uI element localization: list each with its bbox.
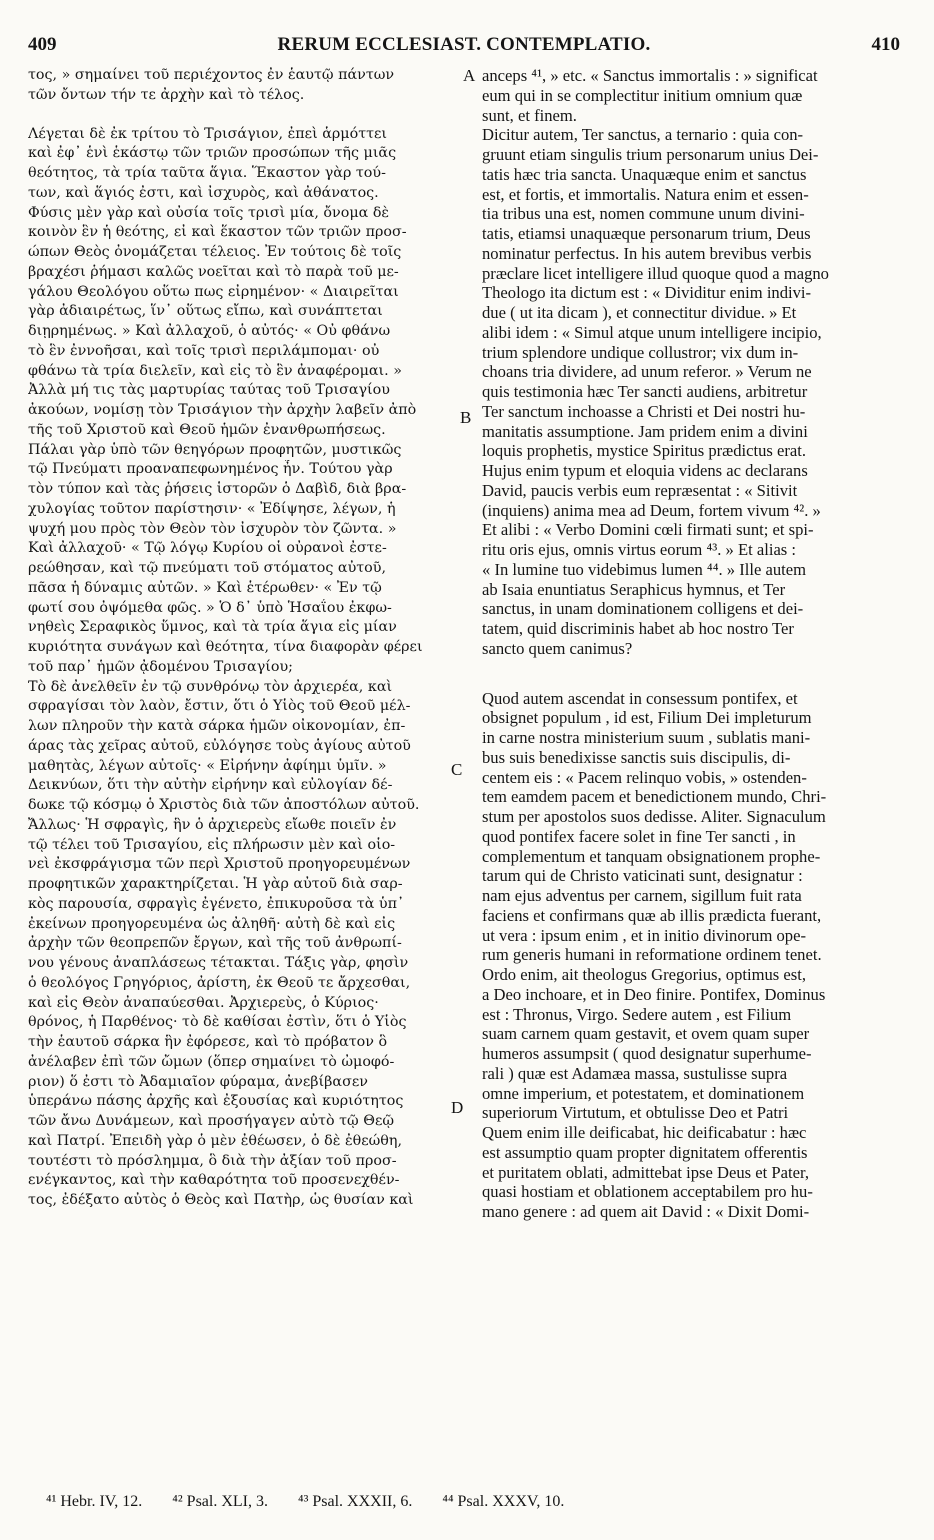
latin-text-line: rum generis humani in reformatione ordinem tenet. bbox=[482, 945, 822, 965]
greek-text-line: λων πληροῦν τὴν κατὰ σάρκα ἡμῶν οἰκονομίαν, ἐπ- bbox=[28, 718, 406, 734]
greek-text-line: διῃρημένως. » Καὶ ἀλλαχοῦ, ὁ αὐτός· « Οὐ φθάνω bbox=[28, 323, 391, 339]
greek-text-line: ριον) ὅ ἐστι τὸ Ἀδαμιαῖον φύραμα, ἀνεβίβασεν bbox=[28, 1073, 368, 1090]
greek-text-line: ψυχή μου πρὸς τὸν Θεὸν τὸν ἰσχυρὸν τὸν ζῶντα. » bbox=[28, 520, 397, 537]
greek-text-line: κοινὸν ἓν ἡ θεότης, εἰ καὶ ἕκαστον τῶν τριῶν προσ- bbox=[28, 224, 407, 241]
greek-text-line: δωκε τῷ κόσμῳ ὁ Χριστὸς διὰ τῶν ἀποστόλων αὐτοῦ. bbox=[28, 797, 420, 813]
greek-text-line: Ἀλλὰ μή τις τὰς μαρτυρίας ταύτας τοῦ Τρισαγίου bbox=[28, 382, 390, 399]
latin-text-line: David, paucis verbis eum repræsentat : « Sitivit bbox=[482, 480, 798, 500]
greek-text-line: χυλογίας τοῦτον παρίστησιν· « Ἐδίψησε, λέγων, ἡ bbox=[28, 500, 396, 517]
page-number-right: 410 bbox=[871, 34, 900, 55]
latin-text-line: in carne nostra ministerium suum , sublatis mani- bbox=[482, 728, 811, 747]
greek-text-line: τὸν τύπον καὶ τὰς ῥήσεις ἱστορῶν ὁ Δαβὶδ, διὰ βρα- bbox=[28, 481, 407, 497]
latin-text-line: sancto quem canimus? bbox=[482, 638, 633, 658]
latin-text-line: loquis prophetis, mystice Spiritus prædictus erat. bbox=[482, 441, 807, 461]
latin-text-line: (inquiens) anima mea ad Deum, fortem vivum ⁴². » bbox=[482, 500, 821, 520]
latin-text-line: « In lumine tuo videbimus lumen ⁴⁴. » Ille autem bbox=[482, 559, 807, 579]
greek-text-line: ρεώθησαν, καὶ τῷ πνεύματι τοῦ στόματος αὐτοῦ, bbox=[28, 560, 387, 576]
latin-text-line: alibi idem : « Simul atque unum intelligere incipio, bbox=[482, 322, 822, 342]
greek-text-line: καὶ εἰς Θεὸν ἀναπαύεσθαι. Ἀρχιερεὺς, ὁ Κύριος· bbox=[28, 994, 379, 1011]
footnote: ⁴⁴ Psal. XXXV, 10. bbox=[442, 1493, 565, 1510]
latin-text-line: est : Thronus, Virgo. Sedere autem , est Filium bbox=[482, 1004, 792, 1024]
latin-text-line: sanctus, in unam dominationem colligens et dei- bbox=[482, 599, 804, 619]
latin-text-line: superiorum Virtutum, et obtulisse Deo et Patri bbox=[482, 1103, 789, 1123]
greek-text-line: τὸ ἓν ἐννοῆσαι, καὶ τοῖς τρισὶ περιλάμπομαι· οὐ bbox=[28, 342, 380, 359]
latin-text-line: Ordo enim, ait theologus Gregorius, optimus est, bbox=[482, 965, 806, 984]
latin-text-line: nam ejus adventus per carnem, sigillum fuit rata bbox=[482, 886, 802, 905]
footnotes bbox=[46, 1493, 866, 1511]
latin-text-line: stum per apostolos suos dedisse. Aliter. Signaculum bbox=[482, 807, 826, 826]
greek-text-line: μαθητὰς, λέγων αὐτοῖς· « Εἰρήνην ἀφίημι ὑμῖν. » bbox=[28, 757, 387, 774]
greek-text-line: φθάνω τὰ τρία διελεῖν, καὶ εἰς τὸ ἓν ἀναφέρομαι. » bbox=[28, 362, 402, 379]
greek-text-line: τῶν ἄνω Δυνάμεων, καὶ προσήγαγεν αὐτὸ τῷ Θεῷ bbox=[28, 1113, 395, 1129]
greek-text-line: γάλου Θεολόγου οὕτω πως εἰρημένον· « Διαιρεῖται bbox=[28, 283, 399, 300]
latin-text-line: est assumptio quam propter dignitatem offerentis bbox=[482, 1142, 808, 1162]
latin-text-line: rali ) quæ est Adamæa massa, sustulisse supra bbox=[482, 1063, 788, 1083]
latin-text-line: et puritatem oblati, admittebat ipse Deus et Pater, bbox=[482, 1162, 809, 1182]
margin-marker-b: B bbox=[460, 408, 472, 427]
greek-text-line: ώπων Θεὸς ὀνομάζεται τέλειος. Ἐν τούτοις δὲ τοῖς bbox=[28, 244, 402, 260]
latin-text-line: tatis, etiamsi unaquæque personarum trium, Deus bbox=[482, 224, 811, 243]
greek-text-line: τος, » σημαίνει τοῦ περιέχοντος ἐν ἑαυτῷ πάντων bbox=[28, 67, 395, 83]
latin-text-line: faciens et confirmans quæ ab illis prædicta fuerant, bbox=[482, 905, 822, 925]
greek-text-line: ὁ θεολόγος Γρηγόριος, ἀρίστη, ἐκ Θεοῦ τε ἄρχεσθαι, bbox=[28, 974, 411, 991]
latin-text-line: complementum et tanquam obsignationem prophe- bbox=[482, 846, 821, 866]
greek-text-line: νου γένους ἀναπλάσεως τέτακται. Τάξις γὰρ, φησὶν bbox=[28, 955, 409, 971]
greek-text-line: θρόνος, ἡ Παρθένος· τὸ δὲ καθίσαι ἐστὶν, ὅτι ὁ Υἱὸς bbox=[28, 1014, 407, 1031]
latin-text-line: choans tria dividere, ad unum referor. » Verum ne bbox=[482, 362, 812, 382]
running-title: RERUM ECCLESIAST. CONTEMPLATIO. bbox=[277, 34, 651, 55]
latin-text-line: sunt, et finem. bbox=[482, 105, 577, 125]
latin-text-line: Theologo ita dictum est : « Dividitur enim indivi- bbox=[482, 283, 812, 303]
greek-text-line: ἀκούων, νομίσῃ τὸν Τρισάγιον τὴν ἀρχὴν λαβεῖν ἀπὸ bbox=[28, 402, 417, 418]
greek-text-line: ἀνέλαβεν ἐπὶ τῶν ὤμων (ὅπερ σημαίνει τὸ ὠμοφό- bbox=[28, 1053, 395, 1070]
greek-text-line: ἐκείνων προηγορευμένα ὡς ἀληθῆ· αὐτὴ δὲ καὶ εἰς bbox=[28, 915, 396, 932]
greek-text-line: Ἄλλως· Ἡ σφραγὶς, ἣν ὁ ἀρχιερεὺς εἴωθε ποιεῖν ἐν bbox=[28, 816, 397, 833]
greek-text-line: φωτί σου ὀψόμεθα φῶς. » Ὁ δ᾽ ὑπὸ Ἡσαΐου ἐκφω- bbox=[28, 599, 392, 616]
page-number-left: 409 bbox=[28, 34, 57, 55]
latin-column bbox=[482, 66, 902, 1222]
margin-marker-a: A bbox=[463, 66, 476, 85]
latin-text-line: mano genere : ad quem ait David : « Dixit Domi- bbox=[482, 1202, 810, 1221]
greek-text-line: γὰρ ἀδιαιρέτως, ἵν᾽ οὕτως εἴπω, καὶ συνάπτεται bbox=[28, 303, 383, 320]
latin-text-line: a Deo inchoare, et in Deo finire. Pontifex, Dominus bbox=[482, 984, 826, 1004]
latin-text-line: bus suis benedixisse sanctis suis discipulis, di- bbox=[482, 747, 791, 767]
greek-text-line: προφητικῶν χαρακτηρίζεται. Ἡ γὰρ αὐτοῦ διὰ σαρ- bbox=[28, 876, 403, 892]
greek-text-line: Πάλαι γὰρ ὑπὸ τῶν θεηγόρων προφητῶν, μυστικῶς bbox=[28, 441, 402, 458]
latin-text-line: Et alibi : « Verbo Domini cœli firmati sunt; et spi- bbox=[482, 520, 814, 540]
latin-text-line: anceps ⁴¹, » etc. « Sanctus immortalis : » significat bbox=[482, 66, 818, 85]
latin-text-line: quod pontifex facere solet in fine Ter sancti , in bbox=[482, 826, 796, 846]
greek-text-line: πᾶσα ἡ δύναμις αὐτῶν. » Καὶ ἑτέρωθεν· « Ἐν τῷ bbox=[28, 579, 382, 596]
latin-text-line: centem eis : « Pacem relinquo vobis, » ostenden- bbox=[482, 767, 807, 787]
latin-text-line: Ter sanctum inchoasse a Christi et Dei nostri hu- bbox=[482, 401, 806, 421]
greek-paragraph-gap bbox=[28, 106, 460, 125]
greek-text-line: θεότητος, τὰ τρία ταῦτα ἅγια. Ἕκαστον γὰρ τού- bbox=[28, 165, 386, 181]
greek-text-line: σφραγίσαι τὸν λαὸν, ἔστιν, ὅτι ὁ Υἱὸς τοῦ Θεοῦ μέλ- bbox=[28, 698, 411, 715]
latin-text-line: ut vera : ipsum enim , et in initio divinorum ope- bbox=[482, 925, 806, 945]
latin-text-line: trium splendore undique collustror; vix dum in- bbox=[482, 342, 799, 362]
latin-text-line: due ( ut ita dicam ), et connectitur dividue. » Et bbox=[482, 303, 797, 322]
latin-text-line: nominatur perfectus. In his autem brevibus verbis bbox=[482, 243, 812, 263]
latin-text-line: eum qui in se complectitur initium omnium quæ bbox=[482, 85, 803, 105]
greek-text-line: νηθεὶς Σεραφικὸς ὕμνος, καὶ τὰ τρία ἅγια εἰς μίαν bbox=[28, 619, 397, 636]
greek-text-line: Καὶ ἀλλαχοῦ· « Τῷ λόγῳ Κυρίου οἱ οὐρανοὶ ἐστε- bbox=[28, 540, 387, 557]
latin-text-line: Dicitur autem, Ter sanctus, a ternario : quia con- bbox=[482, 125, 804, 145]
latin-text-line: tatem, quid discriminis habet ab hoc nostro Ter bbox=[482, 619, 794, 638]
greek-text-line: ὑπεράνω πάσης ἀρχῆς καὶ ἐξουσίας καὶ κυριότητος bbox=[28, 1093, 404, 1110]
latin-text-line: obsignet populum , id est, Filium Dei impleturum bbox=[482, 708, 812, 728]
greek-column bbox=[28, 66, 463, 1211]
greek-text-line: βραχέσι ῥήμασι καλῶς νοεῖται καὶ τὸ παρὰ τοῦ με- bbox=[28, 263, 399, 280]
footnote: ⁴¹ Hebr. IV, 12. bbox=[46, 1493, 143, 1510]
greek-text-line: νεὶ ἐκσφράγισμα τῶν περὶ Χριστοῦ προηγορευμένων bbox=[28, 856, 411, 873]
greek-text-line: των, καὶ ἅγιός ἐστι, καὶ ἰσχυρὸς, καὶ ἀθάνατος. bbox=[28, 184, 379, 201]
latin-text-line: Hujus enim typum et eloquia videns ac declarans bbox=[482, 461, 808, 480]
footnote: ⁴² Psal. XLI, 3. bbox=[172, 1493, 268, 1510]
greek-text-line: καὶ Πατρί. Ἐπειδὴ γὰρ ὁ μὲν ἐθέωσεν, ὁ δὲ ἐθεώθη, bbox=[28, 1132, 403, 1149]
footnote: ⁴³ Psal. XXXII, 6. bbox=[298, 1493, 413, 1510]
greek-text-line: Φύσις μὲν γὰρ καὶ οὐσία τοῖς τρισὶ μία, ὄνομα δὲ bbox=[28, 204, 390, 221]
greek-text-line: τος, ἐδέξατο αὐτὸς ὁ Θεὸς καὶ Πατὴρ, ὡς θυσίαν καὶ bbox=[28, 1192, 414, 1208]
greek-text-line: Λέγεται δὲ ἐκ τρίτου τὸ Τρισάγιον, ἐπεὶ ἁρμόττει bbox=[28, 125, 388, 142]
latin-text-line: tem eamdem pacem et benedictionem mundo, Chri- bbox=[482, 787, 827, 807]
greek-text-line: τοῦ παρ᾽ ἡμῶν ᾀδομένου Τρισαγίου; bbox=[28, 658, 293, 675]
greek-text-line: κὸς παρουσία, σφραγὶς ἐγένετο, ἐπικυροῦσα τὰ ὑπ᾽ bbox=[28, 895, 405, 912]
latin-text-line: manitatis assumptione. Jam pridem enim a divini bbox=[482, 421, 808, 441]
greek-text-line: τῆς τοῦ Χριστοῦ καὶ Θεοῦ ἡμῶν ἐνανθρωπήσεως. bbox=[28, 421, 386, 438]
greek-text-line: καὶ ἐφ᾽ ἑνὶ ἑκάστῳ τῶν τριῶν προσώπων τῆς μιᾶς bbox=[28, 145, 397, 162]
greek-text-line: τὴν ἑαυτοῦ σάρκα ἣν ἐφόρεσε, καὶ τὸ πρόβατον ὃ bbox=[28, 1034, 388, 1050]
margin-marker-d: D bbox=[451, 1098, 464, 1117]
greek-text-line: ἀρχὴν τῶν θεοπρεπῶν ἔργων, καὶ τῆς τοῦ ἀνθρωπί- bbox=[28, 935, 402, 952]
greek-text-line: τουτέστι τὸ πρόσλημμα, ὃ διὰ τὴν ἀξίαν τοῦ προσ- bbox=[28, 1152, 397, 1169]
latin-text-line: tarum qui de Christo vaticinati sunt, designatur : bbox=[482, 866, 803, 886]
greek-text-line: Δεικνύων, ὅτι τὴν αὐτὴν εἰρήνην καὶ εὐλογίαν δέ- bbox=[28, 777, 393, 794]
latin-text-line: suam carnem quam gestavit, et ovem quam super bbox=[482, 1024, 810, 1044]
latin-text-line: omne imperium, et potestatem, et dominationem bbox=[482, 1083, 805, 1103]
latin-text-line: gruunt etiam singulis trium personarum unius Dei- bbox=[482, 145, 819, 164]
latin-text-line: est, et fortis, et immortalis. Natura enim et essen- bbox=[482, 184, 809, 204]
greek-text-line: Τὸ δὲ ἀνελθεῖν ἐν τῷ συνθρόνῳ τὸν ἀρχιερέα, καὶ bbox=[28, 678, 393, 695]
greek-text-line: ενέγκαντος, καὶ τὴν καθαρότητα τοῦ προσενεχθέν- bbox=[28, 1172, 400, 1189]
page-header bbox=[28, 34, 900, 64]
latin-text-line: tia tribus una est, nomen commune unum divini- bbox=[482, 204, 805, 224]
latin-text-line: ritu oris ejus, omnis virtus eorum ⁴³. » Et alias : bbox=[482, 540, 797, 559]
greek-text-line: τῶν ὄντων τήν τε ἀρχὴν καὶ τὸ τέλος. bbox=[28, 86, 305, 103]
greek-text-line: κυριότητα συνάγων καὶ θεότητα, τίνα διαφορὰν φέρει bbox=[28, 639, 423, 655]
latin-text-line: quis testimonia hæc Ter sancti audiens, arbitretur bbox=[482, 382, 808, 401]
latin-text-line: Quem enim ille deificabat, hic deificabatur : hæc bbox=[482, 1123, 807, 1142]
latin-text-line: quasi hostiam et oblationem acceptabilem pro hu- bbox=[482, 1182, 813, 1202]
latin-paragraph-gap bbox=[482, 659, 902, 689]
greek-text-line: τῷ Πνεύματι προαναπεφωνημένος ἦν. Τούτου γὰρ bbox=[28, 461, 393, 478]
greek-text-line: άρας τὰς χεῖρας αὐτοῦ, εὐλόγησε τοὺς ἁγίους αὐτοῦ bbox=[28, 737, 411, 754]
latin-text-line: præclare licet intelligere illud quoque quod a magno bbox=[482, 263, 829, 283]
latin-text-line: ab Isaia enuntiatus Seraphicus hymnus, et Ter bbox=[482, 579, 786, 599]
latin-text-line: Quod autem ascendat in consessum pontifex, et bbox=[482, 688, 798, 708]
margin-marker-c: C bbox=[451, 760, 463, 779]
latin-text-line: tatis hæc tria sancta. Unaquæque enim et sanctus bbox=[482, 164, 807, 184]
latin-text-line: humeros assumpsit ( quod designatur superhume- bbox=[482, 1044, 812, 1063]
greek-text-line: τῷ τέλει τοῦ Τρισαγίου, εἰς πλήρωσιν μὲν καὶ οἱο- bbox=[28, 836, 396, 853]
